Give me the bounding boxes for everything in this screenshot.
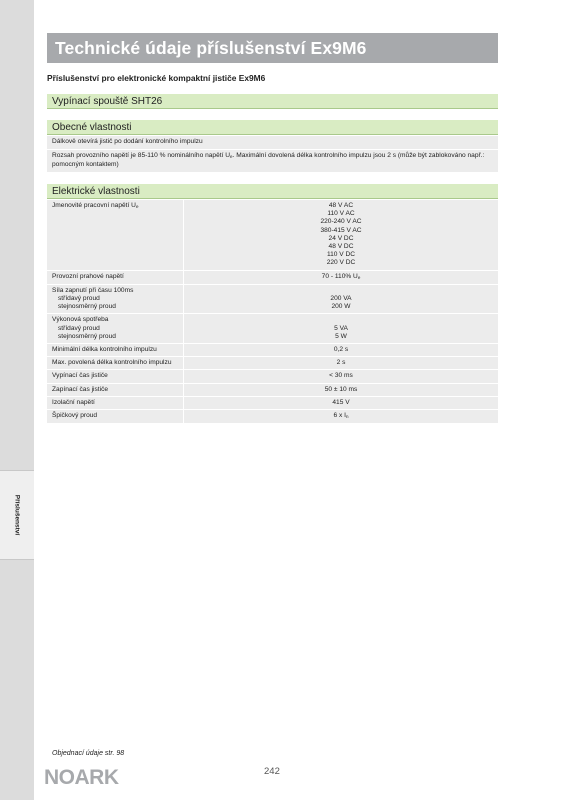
max-pulse-value: 2 s: [336, 359, 346, 367]
voltage-value: 110 V AC: [327, 210, 355, 218]
general-row: [47, 150, 498, 173]
ordering-note: Objednací údaje str. 98: [52, 750, 125, 757]
voltage-value: 220-240 V AC: [320, 218, 362, 226]
general-section-header: Obecné vlastnosti: [47, 120, 498, 135]
close-time-value: 50 ± 10 ms: [324, 385, 358, 393]
trip-time-value: < 30 ms: [329, 372, 353, 380]
rated-voltage-label-sub: e: [135, 204, 139, 209]
voltage-value: 110 V DC: [326, 251, 356, 259]
voltage-value: 380-415 V AC: [320, 226, 362, 234]
min-pulse-value: 0,2 s: [333, 346, 349, 354]
table-row: [47, 384, 498, 397]
rated-voltage-values: [184, 200, 498, 270]
consumption-values: [184, 314, 498, 343]
row-label: [47, 314, 184, 343]
peak-current-value: [184, 410, 498, 423]
table-row: [47, 285, 498, 315]
row-label: [47, 285, 184, 314]
inrush-sub-ac: střídavý proud: [58, 295, 100, 303]
inrush-values: [184, 285, 498, 314]
peak-current-value-sub: n: [345, 414, 349, 420]
sidebar: [0, 0, 34, 800]
page-number: 242: [264, 766, 280, 777]
table-row: [47, 357, 498, 370]
general-row: [47, 136, 498, 150]
voltage-value: 48 V DC: [328, 243, 354, 251]
voltage-value: 48 V AC: [328, 202, 354, 209]
close-time-label: Zapínací čas jističe: [47, 384, 184, 396]
inrush-sub-dc: stejnosměrný proud: [58, 303, 116, 311]
consumption-value-ac: 5 VA: [334, 324, 348, 332]
min-pulse-label: Minimální délka kontrolního impulzu: [47, 344, 184, 356]
table-row: [47, 200, 498, 271]
trip-time-label: Vypínací čas jističe: [47, 370, 184, 382]
threshold-label: Provozní prahové napětí: [47, 271, 184, 284]
threshold-value: [184, 271, 498, 284]
threshold-value-text: 70 - 110% U: [321, 272, 358, 280]
sidebar-tab[interactable]: [0, 470, 34, 560]
threshold-value-sub: e: [357, 274, 361, 280]
table-row: [47, 397, 498, 410]
general-table: [47, 136, 498, 173]
inrush-value-ac: 200 VA: [330, 295, 352, 303]
row-label: [47, 200, 184, 270]
page-subtitle: Příslušenství pro elektronické kompaktní jističe Ex9M6: [47, 73, 266, 83]
inrush-value-dc: 200 W: [331, 303, 351, 311]
table-row: [47, 344, 498, 357]
peak-current-value-text: 6 x I: [333, 412, 346, 420]
table-row: [47, 271, 498, 285]
title-bar: [47, 33, 498, 63]
product-section-header: Vypínací spouště SHT26: [47, 94, 498, 109]
electrical-table: [47, 200, 498, 424]
inrush-label: Síla zapnutí při času 100ms: [52, 286, 134, 294]
rated-voltage-label: Jmenovité pracovní napětí U: [52, 202, 136, 209]
insulation-value: 415 V: [332, 398, 350, 406]
table-row: [47, 410, 498, 424]
general-row-text-b: . Maximální dovolená délka kontrolního impulzu jsou 2 s (může být zablokováno např.: pomocným kontaktem): [52, 151, 485, 168]
max-pulse-label: Max. povolená délka kontrolního impulzu: [47, 357, 184, 369]
voltage-value: 24 V DC: [328, 234, 354, 242]
electrical-section-header: Elektrické vlastnosti: [47, 184, 498, 199]
noark-logo: [44, 766, 140, 788]
page-title: Technické údaje příslušenství Ex9M6: [55, 37, 367, 58]
sidebar-tab-label: Příslušenství: [13, 494, 21, 536]
general-row-text: Dálkově otevírá jistič po dodání kontrolního impulzu: [52, 138, 203, 145]
peak-current-label: Špičkový proud: [47, 410, 184, 423]
general-row-sub: e: [230, 153, 233, 159]
insulation-label: Izolační napětí: [47, 397, 184, 409]
consumption-sub-ac: střídavý proud: [58, 324, 100, 332]
logo-text: NOARK: [44, 766, 119, 788]
consumption-sub-dc: stejnosměrný proud: [58, 332, 116, 340]
consumption-label: Výkonová spotřeba: [52, 316, 109, 324]
table-row: [47, 314, 498, 344]
consumption-value-dc: 5 W: [335, 332, 347, 340]
table-row: [47, 370, 498, 383]
general-row-text-a: Rozsah provozního napětí je 85-110 % nominálního napětí U: [52, 151, 231, 159]
voltage-value: 220 V DC: [326, 259, 356, 267]
